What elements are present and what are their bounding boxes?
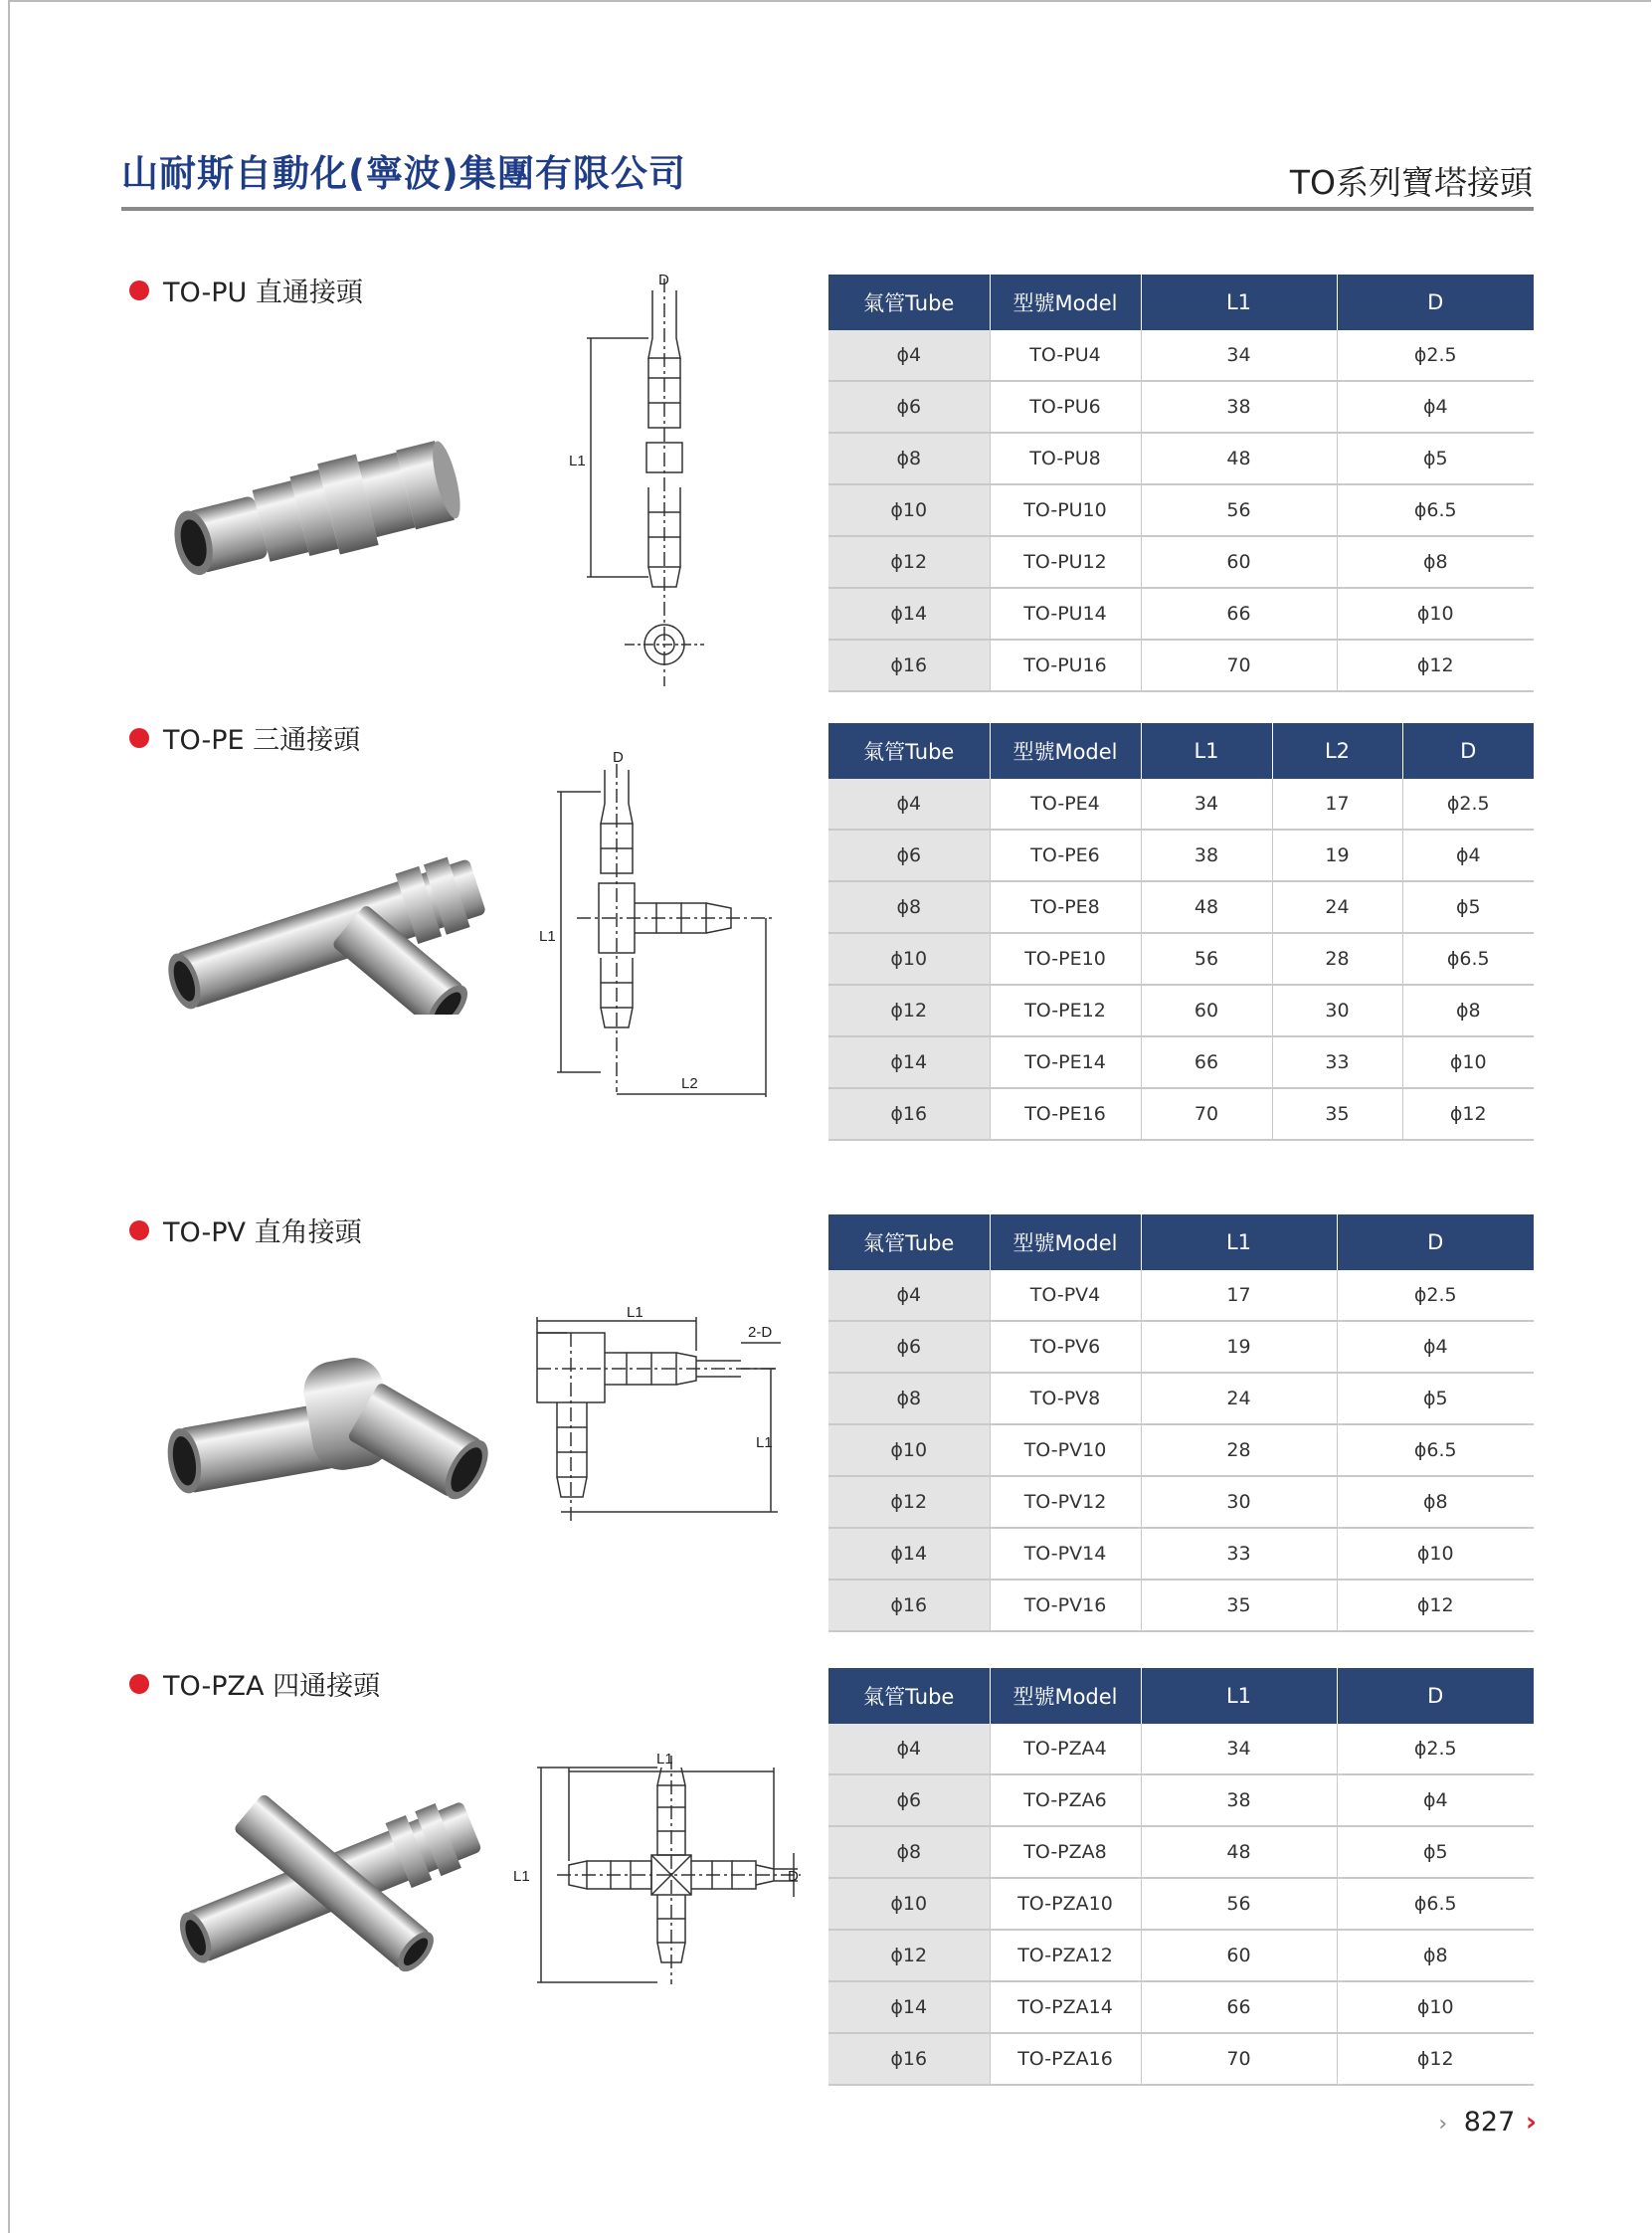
table-row [828,2033,1534,2085]
d-cell: ϕ10 [1402,1036,1534,1088]
elbow-fitting-photo [159,1333,497,1502]
d-cell: ϕ6.5 [1337,1424,1534,1476]
column-header-l1: L1 [1141,1668,1337,1724]
l2-cell: 28 [1272,933,1402,985]
d-cell: ϕ8 [1337,1476,1534,1528]
tube-cell: ϕ14 [828,588,990,640]
table-row [828,588,1534,640]
table-row [828,1321,1534,1373]
d-cell: ϕ12 [1402,1088,1534,1140]
table-row [828,484,1534,536]
tube-cell: ϕ16 [828,2033,990,2085]
column-header-d: D [1337,275,1534,330]
l1-cell: 66 [1141,1036,1272,1088]
dimension-label-l1: L1 [627,1304,643,1321]
table-row [828,881,1534,933]
table-row [828,1878,1534,1930]
l2-cell: 35 [1272,1088,1402,1140]
section-title-text: TO-PE 三通接頭 [163,725,361,756]
d-cell: ϕ4 [1337,1321,1534,1373]
model-cell: TO-PZA16 [990,2033,1141,2085]
tube-cell: ϕ14 [828,1528,990,1580]
tube-cell: ϕ4 [828,1724,990,1774]
table-row [828,1270,1534,1321]
l2-cell: 19 [1272,830,1402,881]
table-row [828,1373,1534,1424]
dimension-label-l1: L1 [539,928,556,945]
dimension-label-2d: 2-D [748,1324,773,1341]
l1-cell: 38 [1141,381,1337,433]
section-title-text: TO-PZA 四通接頭 [163,1671,381,1702]
d-cell: ϕ5 [1337,1373,1534,1424]
table-row [828,1930,1534,1981]
section-title-pu [129,271,363,309]
tube-cell: ϕ12 [828,985,990,1036]
tube-cell: ϕ10 [828,484,990,536]
tube-cell: ϕ6 [828,830,990,881]
table-row [828,1036,1534,1088]
model-cell: TO-PE14 [990,1036,1141,1088]
tube-cell: ϕ8 [828,433,990,484]
column-header-l1: L1 [1141,275,1337,330]
bullet-dot [129,1674,149,1694]
model-cell: TO-PZA14 [990,1981,1141,2033]
model-cell: TO-PU8 [990,433,1141,484]
l1-cell: 35 [1141,1580,1337,1631]
tube-cell: ϕ4 [828,1270,990,1321]
model-cell: TO-PV8 [990,1373,1141,1424]
d-cell: ϕ12 [1337,2033,1534,2085]
spec-table-pza [828,1668,1534,2086]
tube-cell: ϕ14 [828,1036,990,1088]
column-header-model: 型號Model [990,275,1141,330]
model-cell: TO-PV14 [990,1528,1141,1580]
tube-cell: ϕ10 [828,1424,990,1476]
table-header-row [828,1668,1534,1724]
tube-cell: ϕ6 [828,1321,990,1373]
d-cell: ϕ2.5 [1337,1724,1534,1774]
model-cell: TO-PE16 [990,1088,1141,1140]
d-cell: ϕ8 [1337,1930,1534,1981]
l1-cell: 56 [1141,1878,1337,1930]
tee-fitting-photo [159,836,497,1015]
d-cell: ϕ6.5 [1402,933,1534,985]
bullet-dot [129,280,149,300]
l1-cell: 38 [1141,1774,1337,1826]
section-title-pza [129,1664,380,1703]
d-cell: ϕ12 [1337,1580,1534,1631]
l1-cell: 33 [1141,1528,1337,1580]
l1-cell: 70 [1141,1088,1272,1140]
page-number [1438,2107,1537,2138]
model-cell: TO-PZA10 [990,1878,1141,1930]
l2-cell: 24 [1272,881,1402,933]
tube-cell: ϕ14 [828,1981,990,2033]
l1-cell: 34 [1141,1724,1337,1774]
dimension-label-d: D [788,1868,799,1885]
cross-fitting-drawing [507,1746,806,1994]
series-title: TO系列寶塔接頭 [1289,163,1533,202]
model-cell: TO-PU12 [990,536,1141,588]
d-cell: ϕ10 [1337,588,1534,640]
dimension-label-l1-vertical: L1 [756,1434,773,1451]
spec-table-pv [828,1214,1534,1632]
table-header-row [828,723,1534,779]
model-cell: TO-PV12 [990,1476,1141,1528]
tube-cell: ϕ10 [828,933,990,985]
tube-cell: ϕ4 [828,779,990,830]
tube-cell: ϕ12 [828,536,990,588]
model-cell: TO-PU4 [990,330,1141,381]
column-header-tube: 氣管Tube [828,1214,990,1270]
straight-fitting-drawing [557,269,716,686]
company-name: 山耐斯自動化(寧波)集團有限公司 [121,152,686,195]
section-title-pe [129,718,360,757]
model-cell: TO-PZA4 [990,1724,1141,1774]
model-cell: TO-PZA6 [990,1774,1141,1826]
model-cell: TO-PE8 [990,881,1141,933]
l1-cell: 38 [1141,830,1272,881]
d-cell: ϕ10 [1337,1528,1534,1580]
tube-cell: ϕ8 [828,881,990,933]
l1-cell: 19 [1141,1321,1337,1373]
model-cell: TO-PZA8 [990,1826,1141,1878]
model-cell: TO-PV16 [990,1580,1141,1631]
table-row [828,330,1534,381]
d-cell: ϕ8 [1337,536,1534,588]
dimension-label-l1-vertical: L1 [513,1868,530,1885]
d-cell: ϕ4 [1337,381,1534,433]
table-row [828,1424,1534,1476]
l1-cell: 66 [1141,1981,1337,2033]
column-header-tube: 氣管Tube [828,723,990,779]
table-row [828,1476,1534,1528]
l1-cell: 48 [1141,433,1337,484]
d-cell: ϕ5 [1337,433,1534,484]
model-cell: TO-PE6 [990,830,1141,881]
column-header-tube: 氣管Tube [828,275,990,330]
table-row [828,433,1534,484]
l1-cell: 66 [1141,588,1337,640]
model-cell: TO-PE10 [990,933,1141,985]
next-arrow-icon: › [1525,2107,1537,2138]
column-header-d: D [1337,1214,1534,1270]
table-row [828,985,1534,1036]
table-row [828,536,1534,588]
model-cell: TO-PE4 [990,779,1141,830]
column-header-model: 型號Model [990,723,1141,779]
model-cell: TO-PU16 [990,640,1141,691]
table-row [828,1088,1534,1140]
l1-cell: 24 [1141,1373,1337,1424]
tee-fitting-drawing [537,744,776,1102]
l1-cell: 70 [1141,2033,1337,2085]
tube-cell: ϕ6 [828,1774,990,1826]
section-title-text: TO-PU 直通接頭 [163,278,363,308]
d-cell: ϕ5 [1337,1826,1534,1878]
l1-cell: 56 [1141,484,1337,536]
column-header-l1: L1 [1141,1214,1337,1270]
dimension-label-l1: L1 [569,453,586,469]
d-cell: ϕ2.5 [1337,330,1534,381]
dimension-label-l2: L2 [681,1075,698,1092]
bullet-dot [129,728,149,748]
model-cell: TO-PV6 [990,1321,1141,1373]
spec-table-pe [828,723,1534,1141]
l1-cell: 48 [1141,1826,1337,1878]
tube-cell: ϕ6 [828,381,990,433]
tube-cell: ϕ16 [828,1088,990,1140]
l1-cell: 56 [1141,933,1272,985]
l2-cell: 30 [1272,985,1402,1036]
d-cell: ϕ12 [1337,640,1534,691]
header-divider [121,207,1534,211]
spec-table-pu [828,275,1534,692]
table-header-row [828,1214,1534,1270]
model-cell: TO-PV4 [990,1270,1141,1321]
model-cell: TO-PE12 [990,985,1141,1036]
l2-cell: 33 [1272,1036,1402,1088]
d-cell: ϕ6.5 [1337,484,1534,536]
table-row [828,1528,1534,1580]
l1-cell: 17 [1141,1270,1337,1321]
table-row [828,640,1534,691]
l1-cell: 34 [1141,779,1272,830]
column-header-d: D [1337,1668,1534,1724]
d-cell: ϕ8 [1402,985,1534,1036]
model-cell: TO-PU14 [990,588,1141,640]
tube-cell: ϕ16 [828,640,990,691]
l1-cell: 60 [1141,1930,1337,1981]
l1-cell: 60 [1141,536,1337,588]
section-title-text: TO-PV 直角接頭 [163,1217,362,1248]
table-row [828,933,1534,985]
column-header-model: 型號Model [990,1668,1141,1724]
column-header-tube: 氣管Tube [828,1668,990,1724]
d-cell: ϕ5 [1402,881,1534,933]
dimension-label-l1: L1 [656,1751,673,1768]
column-header-model: 型號Model [990,1214,1141,1270]
table-row [828,1826,1534,1878]
page-number-text: 827 [1463,2107,1516,2138]
column-header-l2: L2 [1272,723,1402,779]
section-title-pv [129,1210,362,1249]
tube-cell: ϕ8 [828,1373,990,1424]
cross-fitting-photo [174,1780,492,1979]
l1-cell: 28 [1141,1424,1337,1476]
tube-cell: ϕ8 [828,1826,990,1878]
elbow-fitting-drawing [517,1303,796,1532]
table-header-row [828,275,1534,330]
table-row [828,1981,1534,2033]
table-row [828,779,1534,830]
table-row [828,1580,1534,1631]
previous-arrow-icon: › [1438,2112,1448,2137]
l1-cell: 48 [1141,881,1272,933]
bullet-dot [129,1220,149,1240]
tube-cell: ϕ16 [828,1580,990,1631]
dimension-label-d: D [613,749,624,766]
column-header-d: D [1402,723,1534,779]
d-cell: ϕ4 [1337,1774,1534,1826]
straight-fitting-photo [169,423,487,592]
dimension-label-d: D [658,272,669,288]
tube-cell: ϕ4 [828,330,990,381]
table-row [828,830,1534,881]
d-cell: ϕ10 [1337,1981,1534,2033]
tube-cell: ϕ12 [828,1930,990,1981]
d-cell: ϕ6.5 [1337,1878,1534,1930]
table-row [828,381,1534,433]
d-cell: ϕ2.5 [1337,1270,1534,1321]
tube-cell: ϕ12 [828,1476,990,1528]
model-cell: TO-PV10 [990,1424,1141,1476]
model-cell: TO-PU6 [990,381,1141,433]
table-row [828,1724,1534,1774]
l2-cell: 17 [1272,779,1402,830]
l1-cell: 70 [1141,640,1337,691]
d-cell: ϕ4 [1402,830,1534,881]
d-cell: ϕ2.5 [1402,779,1534,830]
tube-cell: ϕ10 [828,1878,990,1930]
l1-cell: 30 [1141,1476,1337,1528]
column-header-l1: L1 [1141,723,1272,779]
model-cell: TO-PU10 [990,484,1141,536]
table-row [828,1774,1534,1826]
l1-cell: 34 [1141,330,1337,381]
model-cell: TO-PZA12 [990,1930,1141,1981]
l1-cell: 60 [1141,985,1272,1036]
